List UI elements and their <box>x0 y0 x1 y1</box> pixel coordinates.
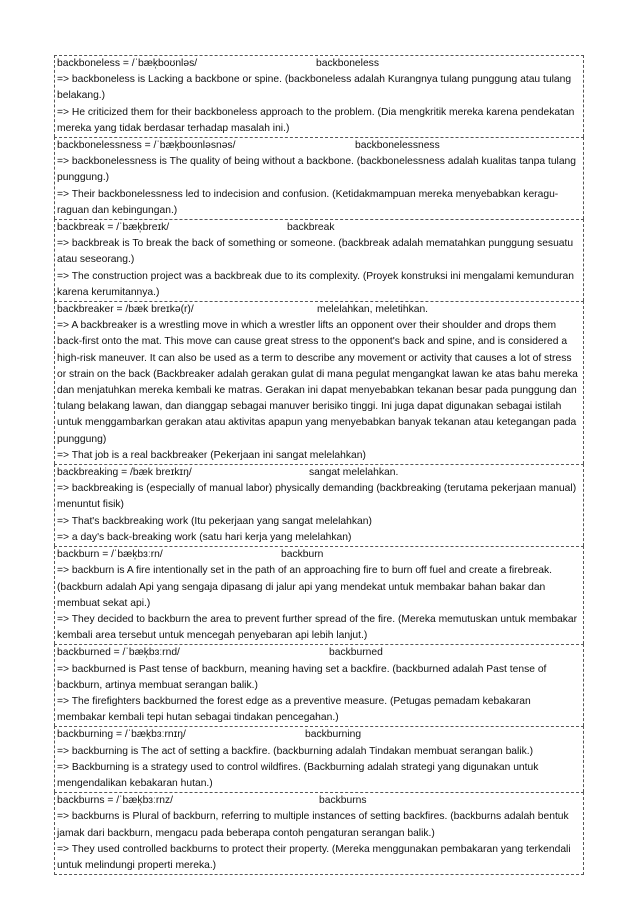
dictionary-entry <box>54 792 584 875</box>
entry-gloss: backburns <box>319 795 367 807</box>
entry-definition-line: => backburns is Plural of backburn, referring to multiple instances of setting backfires. (backburns adalah bentuk jamak dari backburn, mengacu pada beberapa contoh pengaturan serangan balik.) <box>57 811 569 839</box>
entry-term-pronunciation: backburned = /ˈbæk̩bɜːrnd/ <box>57 647 180 659</box>
entry-definition-line: => backbreaking is (especially of manual labor) physically demanding (backbreaking (terutama pekerjaan manual) menuntut fisik) <box>57 483 577 511</box>
entry-definition-line: => The firefighters backburned the forest edge as a preventive measure. (Petugas pemadam kebakaran membakar kembali tepi hutan sebagai tindakan pencegahan.) <box>57 695 531 724</box>
dictionary-entry <box>54 546 584 644</box>
entry-term-pronunciation: backburning = /ˈbæk̩bɜːrnɪŋ/ <box>57 729 186 741</box>
dictionary-entry <box>54 137 584 219</box>
entry-heading <box>57 138 581 154</box>
dictionary-entry <box>54 464 584 546</box>
entry-term-pronunciation: backburn = /ˈbæk̩bɜːrn/ <box>57 549 163 561</box>
entry-term-pronunciation: backburns = /ˈbæk̩bɜːrnz/ <box>57 795 174 807</box>
entry-term-pronunciation: backbreaker = /bæk breɪkə(r)/ <box>57 304 194 316</box>
entry-definition-line: => backburned is Past tense of backburn, meaning having set a backfire. (backburned adalah Past tense of backburn, artinya membuat serangan balik.) <box>57 663 547 691</box>
entry-definition-line: => backburn is A fire intentionally set in the path of an approaching fire to burn off fuel and create a firebreak. (backburn adalah Api yang sengaja dipasang di jalur api yang mendekat untuk membakar bahan bakar dan membuat sekat api.) <box>57 565 552 609</box>
entry-term-pronunciation: backbreaking = /bæk breɪkɪŋ/ <box>57 467 192 479</box>
entry-definition-line: => That job is a real backbreaker (Pekerjaan ini sangat melelahkan) <box>57 449 366 461</box>
entry-definition-line: => They decided to backburn the area to prevent further spread of the fire. (Mereka memutuskan untuk membakar kembali area tersebut untuk mencegah penyebaran api lebih lanjut.) <box>57 613 578 642</box>
entry-definition-line: => a day's back-breaking work (satu hari kerja yang melelahkan) <box>57 531 352 543</box>
dictionary-entry <box>54 301 584 464</box>
entry-heading <box>57 645 581 661</box>
entry-definition-line: => backboneless is Lacking a backbone or spine. (backboneless adalah Kurangnya tulang punggung atau tulang belakang.) <box>57 74 572 102</box>
entry-term-pronunciation: backbonelessness = /ˈbæk̩boʊnləsnəs/ <box>57 140 236 152</box>
entry-heading <box>57 547 581 563</box>
entry-definition-line: => That's backbreaking work (Itu pekerjaan yang sangat melelahkan) <box>57 515 372 527</box>
entry-heading <box>57 220 581 236</box>
entry-heading <box>57 302 581 318</box>
entry-definition-line: => backbreak is To break the back of something or someone. (backbreak adalah mematahkan punggung sesuatu atau seseorang.) <box>57 238 574 266</box>
dictionary-entry <box>54 55 584 137</box>
entry-definition-line: => backburning is The act of setting a backfire. (backburning adalah Tindakan membuat serangan balik.) <box>57 745 534 757</box>
entry-gloss: melelahkan, meletihkan. <box>317 304 429 316</box>
entry-gloss: backbreak <box>287 222 335 234</box>
entry-heading <box>57 56 581 72</box>
dictionary-entry <box>54 219 584 301</box>
dictionary-entries <box>54 55 584 875</box>
entry-heading <box>57 727 581 743</box>
entry-gloss: backburn <box>281 549 324 561</box>
entry-gloss: backboneless <box>316 58 379 69</box>
entry-gloss: backburning <box>305 729 362 741</box>
entry-heading <box>57 793 581 809</box>
entry-gloss: sangat melelahkan. <box>309 467 399 479</box>
entry-definition-line: => They used controlled backburns to protect their property. (Mereka menggunakan pembakaran yang terkendali untuk melindungi properti mereka.) <box>57 843 571 871</box>
dictionary-entry <box>54 644 584 726</box>
entry-gloss: backburned <box>329 647 383 659</box>
dictionary-entry <box>54 726 584 792</box>
entry-definition-line: => backbonelessness is The quality of being without a backbone. (backbonelessness adalah kualitas tanpa tulang punggung.) <box>57 156 577 184</box>
entry-definition-line: => Backburning is a strategy used to control wildfires. (Backburning adalah strategi yang digunakan untuk mengendalikan kebakaran hutan.) <box>57 761 539 789</box>
entry-definition-line: => He criticized them for their backboneless approach to the problem. (Dia mengkritik mereka karena pendekatan mereka yang tidak berdasar terhadap masalah ini.) <box>57 106 575 134</box>
entry-gloss: backbonelessness <box>355 140 440 152</box>
entry-definition-line: => A backbreaker is a wrestling move in which a wrestler lifts an opponent over their shoulder and drops them back-first onto the mat. This move can cause great stress to the opponent's back and spine, and is considered a high-risk maneuver. It can also be used as a term to describe any movement or activity that causes a lot of stress or strain on the back (Backbreaker adalah gerakan gulat di mana pegulat mengangkat lawan ke atas bahu mereka dan menjatuhkan mereka kembali ke matras. Gerakan ini dapat menyebabkan tekanan besar pada punggung dan tulang belakang lawan, dan dianggap sebagai manuver berisiko tinggi. Ini juga dapat digunakan sebagai istilah untuk menggambarkan gerakan atau aktivitas apapun yang menyebabkan banyak tekanan atau ketegangan pada punggung) <box>57 320 578 445</box>
entry-definition-line: => The construction project was a backbreak due to its complexity. (Proyek konstruksi ini mengalami kemunduran karena kerumitannya.) <box>57 270 574 298</box>
entry-term-pronunciation: backbreak = /ˈbæk̩breɪk/ <box>57 222 170 234</box>
entry-term-pronunciation: backboneless = /ˈbæk̩boʊnləs/ <box>57 58 198 69</box>
entry-definition-line: => Their backbonelessness led to indecision and confusion. (Ketidakmampuan mereka menyebabkan keragu-raguan dan kebingungan.) <box>57 188 559 216</box>
entry-heading <box>57 465 581 481</box>
